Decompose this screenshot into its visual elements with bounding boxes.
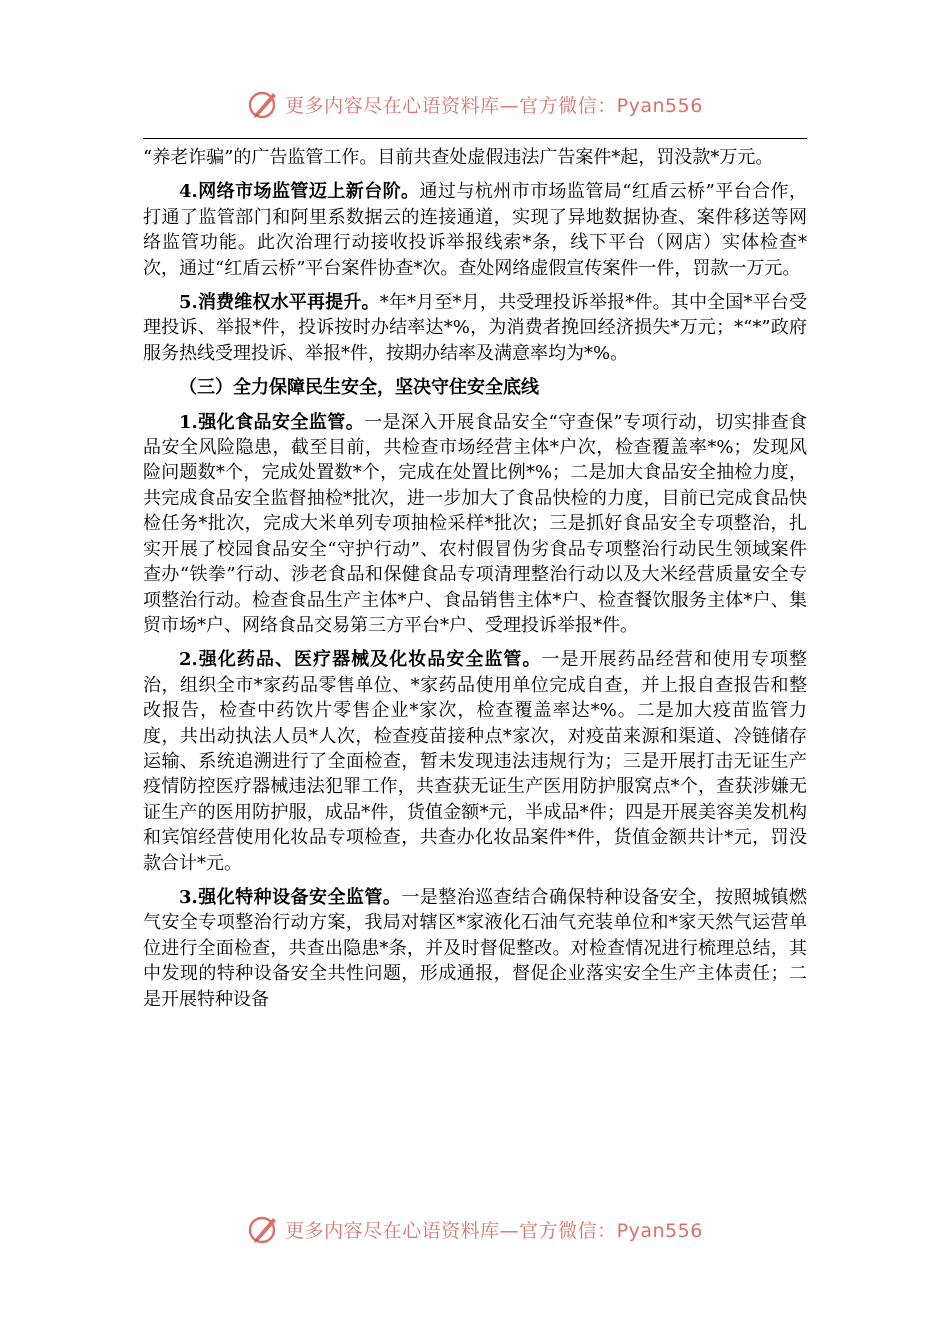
paragraph-heading: 5.消费维权水平再提升。 — [179, 292, 380, 314]
paragraph — [143, 885, 807, 1012]
paragraph — [143, 145, 807, 170]
paragraph-text: “养老诈骗”的广告监管工作。目前共查处虚假违法广告案件*起，罚没款*万元。 — [143, 147, 774, 168]
watermark-text: 更多内容尽在心语资料库—官方微信：Pyan556 — [285, 94, 703, 117]
paragraph-text: 一是深入开展食品安全“守查保”专项行动，切实排查食品安全风险隐患，截至目前，共检查市场经营主体*户次，检查覆盖率*%；发现风险问题数*个，完成处置数*个，完成在处置比例*%；二是加大食品安全抽检力度，共完成食品安全监督抽检*批次，进一步加大了食品快检的力度，目前已完成食品快检任务*批次，完成大米单列专项抽检采样*批次；三是抓好食品安全专项整治，扎实开展了校园食品安全“守护行动”、农村假冒伪劣食品专项整治行动民生领域案件查办“铁拳”行动、涉老食品和保健食品专项清理整治行动以及大米经营质量安全专项整治行动。检查食品生产主体*户、食品销售主体*户、检查餐饮服务主体*户、集贸市场*户、网络食品交易第三方平台*户、受理投诉举报*件。 — [143, 411, 808, 636]
paragraph-heading: 3.强化特种设备安全监管。 — [179, 886, 402, 908]
paragraph — [143, 647, 807, 876]
paragraph-heading: 1.强化食品安全监管。 — [179, 411, 365, 433]
pen-logo-icon — [247, 87, 281, 121]
watermark-text: 更多内容尽在心语资料库—官方微信：Pyan556 — [285, 1219, 703, 1242]
paragraph-text: 一是整治巡查结合确保特种设备安全，按照城镇燃气安全专项整治行动方案，我局对辖区*家液化石油气充装单位和*家天然气运营单位进行全面检查，共查出隐患*条，并及时督促整改。对检查情况进行梳理总结，其中发现的特种设备安全共性问题，形成通报，督促企业落实安全生产主体责任；二是开展特种设备 — [143, 886, 808, 1010]
footer-watermark — [0, 1209, 950, 1249]
paragraph-text: 通过与杭州市市场监管局“红盾云桥”平台合作，打通了监管部门和阿里系数据云的连接通道，实现了异地数据协查、案件移送等网络监管功能。此次治理行动接收投诉举报线索*条，线下平台（网店）实体检查*次，通过“红盾云桥”平台案件协查*次。查处网络虚假宣传案件一件，罚款一万元。 — [143, 181, 807, 279]
header-divider — [143, 138, 807, 139]
paragraph-heading: 2.强化药品、医疗器械及化妆品安全监管。 — [179, 649, 542, 671]
paragraph-text: 一是开展药品经营和使用专项整治，组织全市*家药品零售单位、*家药品使用单位完成自查，并上报自查报告和整改报告，检查中药饮片零售企业*家次，检查覆盖率达*%。二是加大疫苗监管力度，共出动执法人员*人次，检查疫苗接种点*家次，对疫苗来源和渠道、冷链储存运输、系统追溯进行了全面检查，暂未发现违法违规行为；三是开展打击无证生产疫情防控医疗器械违法犯罪工作，共查获无证生产医用防护服窝点*个，查获涉嫌无证生产的医用防护服，成品*件，货值金额*元，半成品*件；四是开展美容美发机构和宾馆经营使用化妆品专项检查，共查办化妆品案件*件，货值金额共计*元，罚没款合计*元。 — [143, 649, 808, 874]
paragraph — [143, 290, 807, 366]
paragraph-heading: 4.网络市场监管迈上新台阶。 — [179, 181, 420, 203]
paragraph-text: *年*月至*月，共受理投诉举报*件。其中全国*平台受理投诉、举报*件，投诉按时办结率达*%，为消费者挽回经济损失*万元；*“*”政府服务热线受理投诉、举报*件，按期办结率及满意率均为*%。 — [143, 292, 807, 364]
document-body — [143, 145, 807, 1021]
pen-logo-icon — [247, 1212, 281, 1246]
paragraph — [143, 179, 807, 281]
paragraph — [143, 410, 807, 639]
header-watermark — [0, 84, 950, 124]
section-heading: （三）全力保障民生安全，坚决守住安全底线 — [179, 377, 539, 399]
